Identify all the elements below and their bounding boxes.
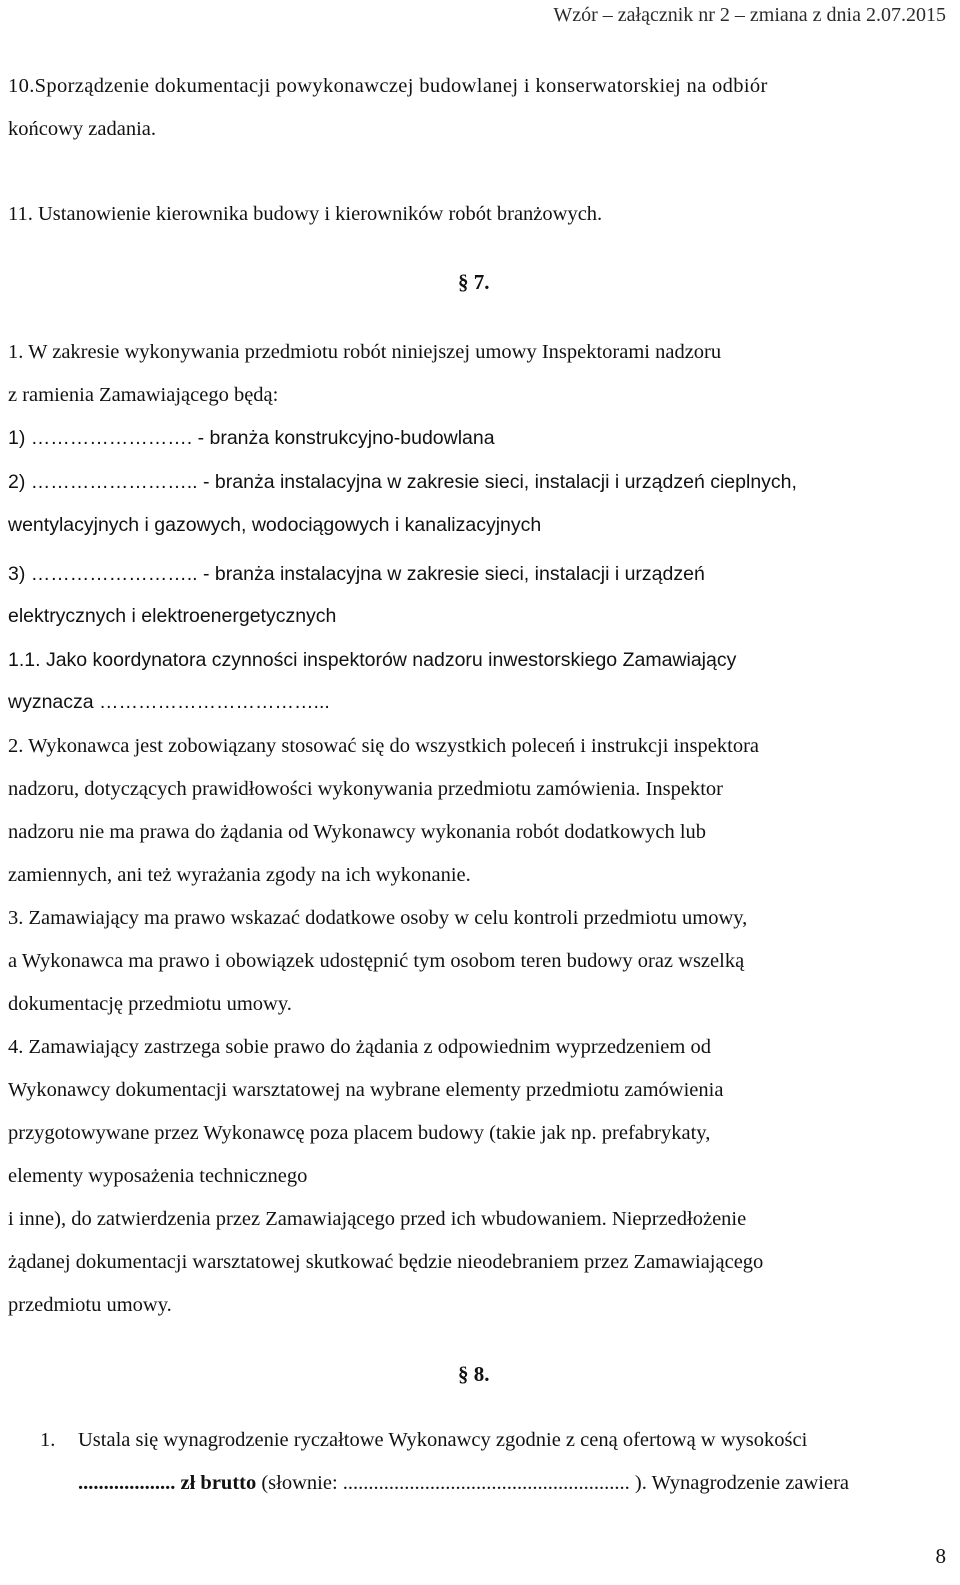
p11-line-2: wyznacza ……………………………... xyxy=(8,691,330,713)
p3-line-1: 3. Zamawiający ma prawo wskazać dodatkowe osoby w celu kontroli przedmiotu umowy, xyxy=(8,907,748,929)
p3-line-2: a Wykonawca ma prawo i obowiązek udostępnić tym osobom teren budowy oraz wszelką xyxy=(8,950,745,972)
item-10-line-2: końcowy zadania. xyxy=(8,118,156,140)
s1-number: 1. xyxy=(40,1429,56,1451)
p2-line-2: nadzoru, dotyczących prawidłowości wykonywania przedmiotu zamówienia. Inspektor xyxy=(8,778,723,800)
p1-line-2: z ramienia Zamawiającego będą: xyxy=(8,384,279,406)
p4-line-4: elementy wyposażenia technicznego xyxy=(8,1165,308,1187)
inspector-item-1: 1) ……………………. - branża konstrukcyjno-budowlana xyxy=(8,427,495,449)
p4-line-6: żądanej dokumentacji warsztatowej skutkować będzie nieodebraniem przez Zamawiającego xyxy=(8,1251,764,1273)
item-11-line: 11. Ustanowienie kierownika budowy i kierowników robót branżowych. xyxy=(8,203,603,225)
inspector-item-3-line-2: elektrycznych i elektroenergetycznych xyxy=(8,605,337,627)
p2-line-4: zamiennych, ani też wyrażania zgody na ich wykonanie. xyxy=(8,864,471,886)
inspector-item-3-line-1: 3) …………………….. - branża instalacyjna w zakresie sieci, instalacji i urządzeń xyxy=(8,563,705,585)
inspector-item-2-line-1: 2) …………………….. - branża instalacyjna w zakresie sieci, instalacji i urządzeń cieplnych, xyxy=(8,471,797,493)
page-number: 8 xyxy=(935,1544,946,1568)
p2-line-1: 2. Wykonawca jest zobowiązany stosować się do wszystkich poleceń i instrukcji inspektora xyxy=(8,735,760,757)
s1-line-1: Ustala się wynagrodzenie ryczałtowe Wykonawcy zgodnie z ceną ofertową w wysokości xyxy=(78,1429,808,1451)
price-rest: (słownie: ........................................................ ). Wynagrodzenie zawiera xyxy=(256,1472,849,1494)
inspector-item-2-line-2: wentylacyjnych i gazowych, wodociągowych i kanalizacyjnych xyxy=(8,514,542,536)
p3-line-3: dokumentację przedmiotu umowy. xyxy=(8,993,292,1015)
p4-line-1: 4. Zamawiający zastrzega sobie prawo do żądania z odpowiednim wyprzedzeniem od xyxy=(8,1036,711,1058)
section-8-heading: § 8. xyxy=(458,1362,490,1386)
item-10-line-1: 10.Sporządzenie dokumentacji powykonawczej budowlanej i konserwatorskiej na odbiór xyxy=(8,75,768,97)
p4-line-7: przedmiotu umowy. xyxy=(8,1294,172,1316)
s1-line-2 xyxy=(78,1471,952,1495)
p11-line-1: 1.1. Jako koordynatora czynności inspektorów nadzoru inwestorskiego Zamawiający xyxy=(8,649,737,671)
p4-line-5: i inne), do zatwierdzenia przez Zamawiającego przed ich wbudowaniem. Nieprzedłożenie xyxy=(8,1208,747,1230)
price-bold: ................... zł brutto xyxy=(78,1472,257,1494)
p1-line-1: 1. W zakresie wykonywania przedmiotu robót niniejszej umowy Inspektorami nadzoru xyxy=(8,341,722,363)
p4-line-3: przygotowywane przez Wykonawcę poza placem budowy (takie jak np. prefabrykaty, xyxy=(8,1122,711,1144)
document-header: Wzór – załącznik nr 2 – zmiana z dnia 2.07.2015 xyxy=(553,4,946,26)
section-7-heading: § 7. xyxy=(458,270,490,294)
p4-line-2: Wykonawcy dokumentacji warsztatowej na wybrane elementy przedmiotu zamówienia xyxy=(8,1079,724,1101)
p2-line-3: nadzoru nie ma prawa do żądania od Wykonawcy wykonania robót dodatkowych lub xyxy=(8,821,707,843)
